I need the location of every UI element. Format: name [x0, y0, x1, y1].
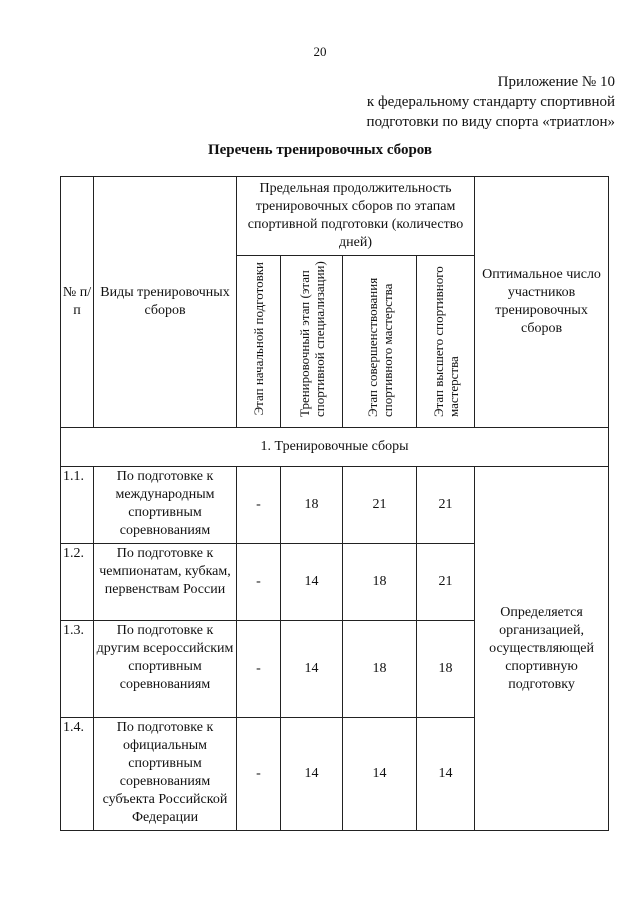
header-kind: Виды тренировочных сборов [94, 177, 237, 428]
appendix-line-2: к федеральному стандарту спортивной [366, 94, 615, 110]
row-value: 14 [281, 718, 343, 831]
appendix-block [367, 72, 615, 132]
header-stage-2 [281, 256, 343, 428]
header-stage-4-label: Этап высшего спортивного мастерства [430, 265, 461, 417]
row-value: 21 [417, 467, 475, 544]
training-camps-table [60, 176, 609, 831]
row-value: - [237, 544, 281, 621]
header-stage-4 [417, 256, 475, 428]
row-value: - [237, 467, 281, 544]
row-kind: По подготовке к официальным спортивным соревнованиям субъекта Российской Федерации [94, 718, 237, 831]
section-row [61, 428, 609, 467]
row-value: 14 [343, 718, 417, 831]
row-value: 14 [417, 718, 475, 831]
header-stage-2-label: Тренировочный этап (этап спортивной специализации) [296, 260, 327, 417]
header-num: № п/п [61, 177, 94, 428]
header-row-1 [61, 177, 609, 256]
row-value: 14 [281, 544, 343, 621]
document-title: Перечень тренировочных сборов [207, 142, 433, 158]
row-value: 18 [417, 621, 475, 718]
page-number: 20 [313, 44, 327, 59]
appendix-line-1: Приложение № 10 [497, 74, 615, 90]
row-value: 21 [417, 544, 475, 621]
header-stage-3 [343, 256, 417, 428]
appendix-line-3: подготовки по виду спорта «триатлон» [366, 114, 615, 130]
row-num: 1.1. [61, 467, 94, 544]
header-stage-3-label: Этап совершенствования спортивного мастерства [364, 277, 395, 417]
row-value: 18 [343, 544, 417, 621]
section-title: 1. Тренировочные сборы [61, 428, 609, 467]
row-value: 14 [281, 621, 343, 718]
row-num: 1.3. [61, 621, 94, 718]
row-kind: По подготовке к международным спортивным соревнованиям [94, 467, 237, 544]
row-num: 1.4. [61, 718, 94, 831]
row-kind: По подготовке к чемпионатам, кубкам, первенствам России [94, 544, 237, 621]
row-num: 1.2. [61, 544, 94, 621]
row-value: - [237, 621, 281, 718]
header-stage-1-label: Этап начальной подготовки [251, 261, 266, 416]
header-optimal: Оптимальное число участников тренировочных сборов [475, 177, 609, 428]
row-value: - [237, 718, 281, 831]
header-duration-group: Предельная продолжительность тренировочных сборов по этапам спортивной подготовки (количество дней) [237, 177, 475, 256]
optimal-value: Определяется организацией, осуществляющей спортивную подготовку [475, 467, 609, 831]
row-value: 21 [343, 467, 417, 544]
header-stage-1 [237, 256, 281, 428]
row-kind: По подготовке к другим всероссийским спортивным соревнованиям [94, 621, 237, 718]
row-value: 18 [281, 467, 343, 544]
row-value: 18 [343, 621, 417, 718]
table-row [61, 467, 609, 544]
